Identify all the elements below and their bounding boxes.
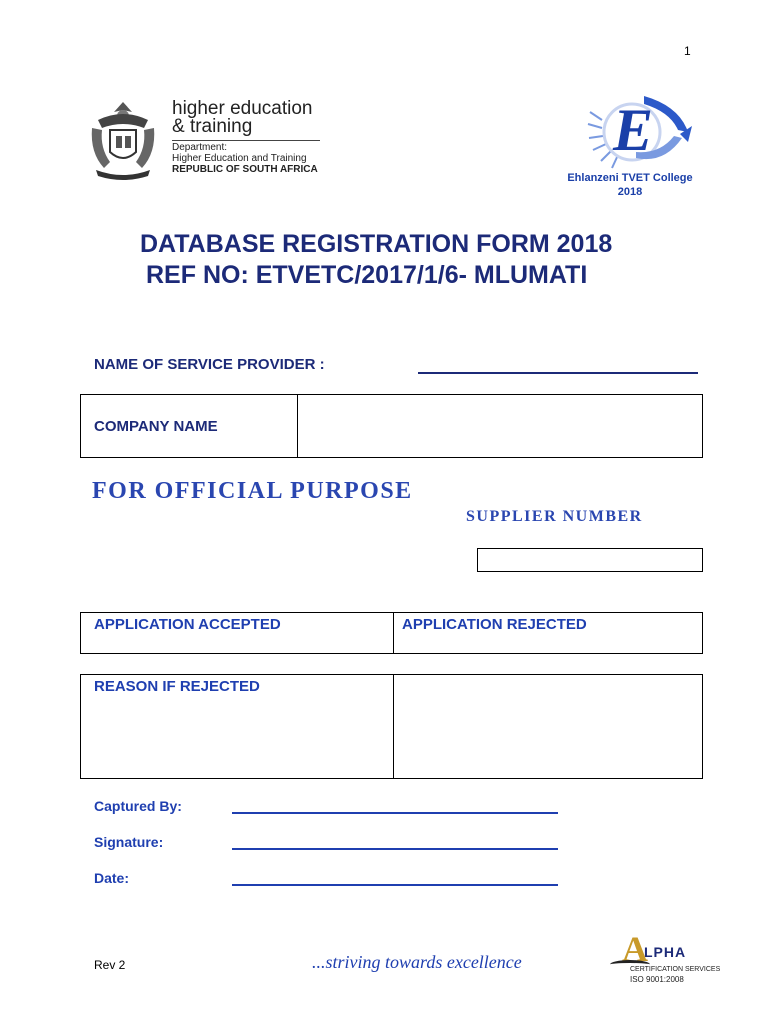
signature-input-line[interactable]	[232, 848, 558, 850]
cert-iso: ISO 9001:2008	[630, 975, 684, 984]
page-number: 1	[684, 44, 691, 58]
service-provider-input-line[interactable]	[418, 372, 698, 374]
logo-line1: higher education	[172, 98, 313, 119]
date-input-line[interactable]	[232, 884, 558, 886]
date-label: Date:	[94, 870, 130, 886]
captured-by-label: Captured By:	[94, 798, 182, 814]
captured-by-input-line[interactable]	[232, 812, 558, 814]
form-reference: REF NO: ETVETC/2017/1/6- MLUMATI	[146, 261, 588, 289]
college-logo	[584, 86, 694, 176]
service-provider-label: NAME OF SERVICE PROVIDER :	[94, 356, 325, 373]
department-logo	[88, 98, 338, 188]
slogan: ...striving towards excellence	[312, 952, 522, 972]
application-status-divider	[393, 612, 394, 654]
supplier-number-input[interactable]	[477, 548, 703, 572]
certification-logo	[606, 930, 736, 990]
college-logo-letter: E	[612, 97, 654, 163]
revision-label: Rev 2	[94, 958, 126, 972]
official-purpose-heading: FOR OFFICIAL PURPOSE	[92, 478, 413, 504]
logo-divider	[172, 140, 320, 141]
application-accepted-label[interactable]: APPLICATION ACCEPTED	[94, 616, 281, 633]
supplier-number-label: SUPPLIER NUMBER	[466, 508, 643, 525]
company-name-input[interactable]	[298, 395, 702, 457]
rejection-reason-label: REASON IF REJECTED	[94, 678, 260, 695]
signature-label: Signature:	[94, 834, 164, 850]
college-year: 2018	[617, 186, 643, 198]
logo-country: REPUBLIC OF SOUTH AFRICA	[172, 164, 318, 175]
logo-dept: Department:	[172, 142, 228, 153]
college-name: Ehlanzeni TVET College	[567, 172, 693, 184]
cert-logo-letter: A	[622, 929, 648, 969]
logo-dept-name: Higher Education and Training	[172, 153, 307, 164]
form-title: DATABASE REGISTRATION FORM 2018	[140, 230, 613, 258]
cert-logo-brand: LPHA	[644, 944, 687, 960]
cert-services: CERTIFICATION SERVICES	[630, 966, 721, 973]
logo-line2: & training	[172, 116, 253, 137]
rejection-reason-input[interactable]	[394, 675, 702, 778]
application-rejected-label[interactable]: APPLICATION REJECTED	[402, 616, 587, 633]
company-name-label: COMPANY NAME	[94, 418, 218, 435]
coat-of-arms-icon	[88, 98, 158, 180]
